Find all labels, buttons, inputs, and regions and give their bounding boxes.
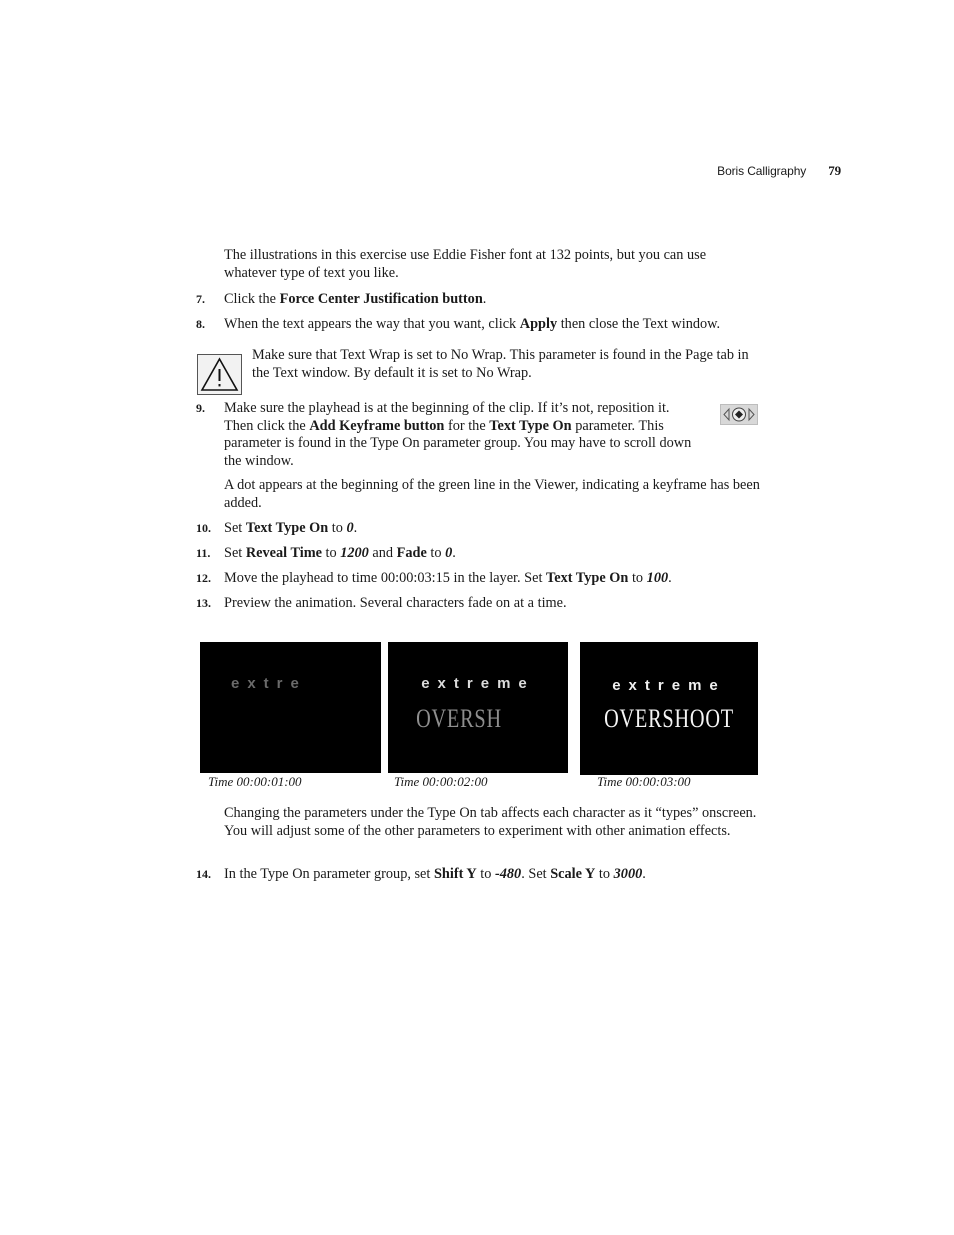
step-text: When the text appears the way that you want, click Apply then close the Text window. — [224, 316, 721, 332]
step-text: Set Text Type On to 0. — [224, 520, 358, 536]
warning-icon — [197, 354, 242, 395]
frame-2-caption: Time 00:00:02:00 — [394, 774, 488, 789]
frame-top-text: extreme — [421, 675, 535, 692]
frame-big-text: OVERSHOOT — [604, 704, 734, 733]
step-text: Preview the animation. Several characters fade on at a time. — [224, 595, 567, 611]
frame-3-image — [580, 642, 758, 775]
step-number: 14. — [196, 867, 211, 881]
intro-paragraph: The illustrations in this exercise use Eddie Fisher font at 132 points, but you can use whatever type of text you like. — [224, 247, 707, 281]
step-text: Set Reveal Time to 1200 and Fade to 0. — [224, 545, 456, 561]
frame-2-image — [388, 642, 568, 773]
section-title: Boris Calligraphy — [717, 164, 807, 178]
step-number: 7. — [196, 292, 205, 306]
step-number: 12. — [196, 571, 211, 585]
step-number: 13. — [196, 596, 211, 610]
step-text: Move the playhead to time 00:00:03:15 in the layer. Set Text Type On to 100. — [224, 570, 672, 586]
step-number: 8. — [196, 317, 205, 331]
step-text: Make sure the playhead is at the beginning of the clip. If it’s not, reposition it. Then click the Add Keyframe button for the Text Type On parameter. This parameter is found in the Type On parameter group. You may have to scroll down the window. — [224, 400, 692, 469]
frame-3-caption: Time 00:00:03:00 — [597, 774, 691, 789]
warning-note: Make sure that Text Wrap is set to No Wrap. This parameter is found in the Page tab in the Text window. By default it is set to No Wrap. — [252, 347, 749, 381]
keyframe-paragraph: A dot appears at the beginning of the green line in the Viewer, indicating a keyframe has been added. — [224, 477, 760, 511]
step-number: 10. — [196, 521, 211, 535]
frame-top-text: extreme — [612, 677, 726, 694]
frame-top-text: extre — [231, 675, 307, 692]
step-number: 9. — [196, 401, 205, 415]
frame-1-caption: Time 00:00:01:00 — [208, 774, 302, 789]
frame-1-image — [200, 642, 381, 773]
type-on-paragraph: Changing the parameters under the Type On tab affects each character as it “types” onscreen. You will adjust some of the other parameters to experiment with other animation effects. — [224, 805, 757, 839]
page-number: 79 — [828, 163, 841, 178]
step-number: 11. — [196, 546, 211, 560]
step-text: Click the Force Center Justification button. — [224, 291, 487, 307]
step-text: In the Type On parameter group, set Shift Y to -480. Set Scale Y to 3000. — [224, 866, 646, 882]
page-header — [717, 163, 841, 179]
add-keyframe-icon — [720, 404, 758, 425]
frame-big-text: OVERSH — [416, 704, 502, 733]
